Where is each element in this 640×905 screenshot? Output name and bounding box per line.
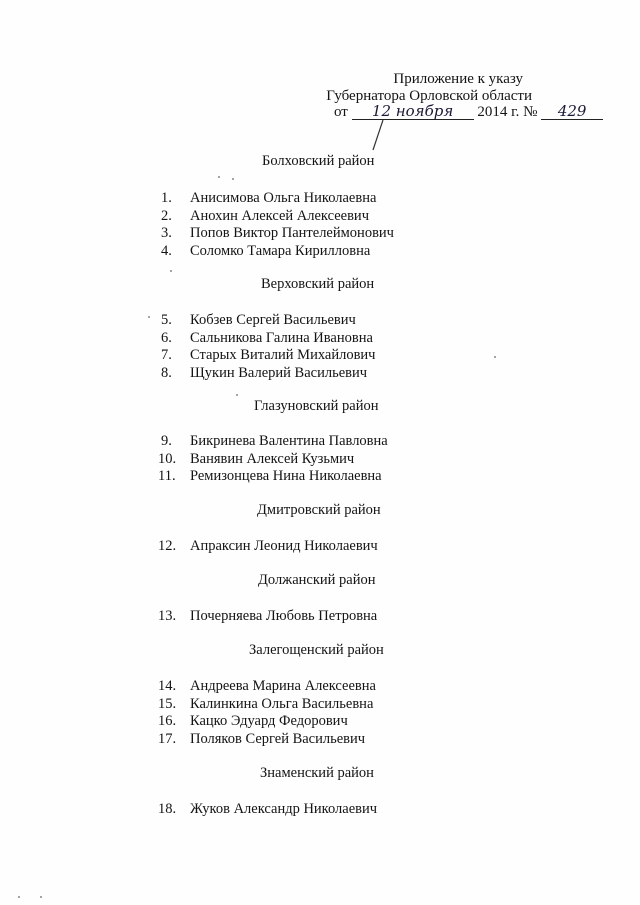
list-item-number: 2. [161, 207, 172, 224]
list-item-number: 11. [158, 468, 176, 484]
scan-speck [18, 896, 20, 898]
list-item [0, 365, 600, 383]
list-item-number: 18. [158, 801, 177, 817]
scan-speck [236, 394, 238, 396]
list-item-number: 1. [161, 190, 172, 206]
list-item [0, 801, 600, 819]
list-item-name: Бикринева Валентина Павловна [190, 433, 388, 449]
list-item [0, 678, 600, 696]
scan-speck [148, 316, 150, 318]
list-item-name: Жуков Александр Николаевич [190, 801, 378, 817]
list-item [0, 696, 600, 714]
appendix-issuer: Губернатора Орловской области [326, 88, 532, 104]
list-item [0, 208, 600, 226]
list-item-name: Ремизонцева Нина Николаевна [190, 468, 382, 484]
district-heading: Залегощенский район [249, 642, 384, 658]
list-item [0, 330, 600, 348]
list-item [0, 312, 600, 330]
list-item-name: Соломко Тамара Кирилловна [190, 242, 371, 259]
list-item-name: Старых Виталий Михайлович [190, 347, 376, 363]
list-item-name: Анохин Алексей Алексеевич [190, 207, 369, 224]
district-heading: Глазуновский район [254, 398, 379, 414]
list-item-number: 12. [158, 538, 177, 554]
list-item [0, 451, 600, 469]
list-item-name: Почерняева Любовь Петровна [190, 608, 378, 624]
list-item-number: 6. [161, 329, 172, 346]
number-sign: № [523, 104, 538, 120]
list-item-name: Поляков Сергей Васильевич [190, 730, 366, 747]
pen-stroke-icon [368, 118, 388, 152]
scan-speck [40, 896, 42, 898]
list-item-number: 16. [158, 713, 177, 729]
date-year: 2014 г. [477, 104, 520, 120]
list-item-number: 14. [158, 678, 177, 694]
list-item [0, 731, 600, 749]
scan-speck [170, 270, 172, 272]
list-item-number: 10. [158, 450, 177, 467]
list-item-name: Кацко Эдуард Федорович [190, 713, 348, 729]
list-item-number: 4. [161, 242, 172, 259]
list-item [0, 347, 600, 365]
date-day-handwritten: 12 ноября [352, 103, 474, 120]
list-item-number: 15. [158, 695, 177, 712]
list-item-name: Ванявин Алексей Кузьмич [190, 450, 355, 467]
list-item-name: Кобзев Сергей Васильевич [190, 312, 356, 328]
district-heading: Дмитровский район [257, 502, 381, 518]
list-item [0, 225, 600, 243]
list-item-number: 13. [158, 608, 177, 624]
list-item-number: 9. [161, 433, 172, 449]
scan-speck [232, 178, 234, 180]
list-item [0, 190, 600, 208]
list-item [0, 243, 600, 261]
list-item [0, 538, 600, 556]
list-item [0, 468, 600, 486]
list-item-name: Щукин Валерий Васильевич [190, 364, 368, 381]
scan-speck [218, 176, 220, 178]
district-heading: Должанский район [258, 572, 376, 588]
list-item-number: 8. [161, 364, 172, 381]
district-heading: Знаменский район [260, 765, 374, 781]
list-item-name: Апраксин Леонид Николаевич [190, 538, 378, 554]
list-item-name: Анисимова Ольга Николаевна [190, 190, 377, 206]
list-item-number: 17. [158, 730, 177, 747]
list-item-name: Андреева Марина Алексеевна [190, 678, 376, 694]
list-item-number: 7. [161, 347, 172, 363]
list-item [0, 713, 600, 731]
decree-number-handwritten: 429 [541, 103, 603, 120]
list-item-name: Попов Виктор Пантелеймонович [190, 225, 394, 241]
list-item-name: Сальникова Галина Ивановна [190, 329, 373, 346]
district-heading: Верховский район [261, 276, 375, 292]
list-item [0, 608, 600, 626]
list-item-number: 3. [161, 225, 172, 241]
date-prefix: от [334, 104, 348, 120]
list-item [0, 433, 600, 451]
appendix-title: Приложение к указу [393, 71, 523, 87]
list-item-number: 5. [161, 312, 172, 328]
list-item-name: Калинкина Ольга Васильевна [190, 695, 374, 712]
district-heading: Болховский район [262, 153, 375, 169]
scan-speck [494, 356, 496, 358]
